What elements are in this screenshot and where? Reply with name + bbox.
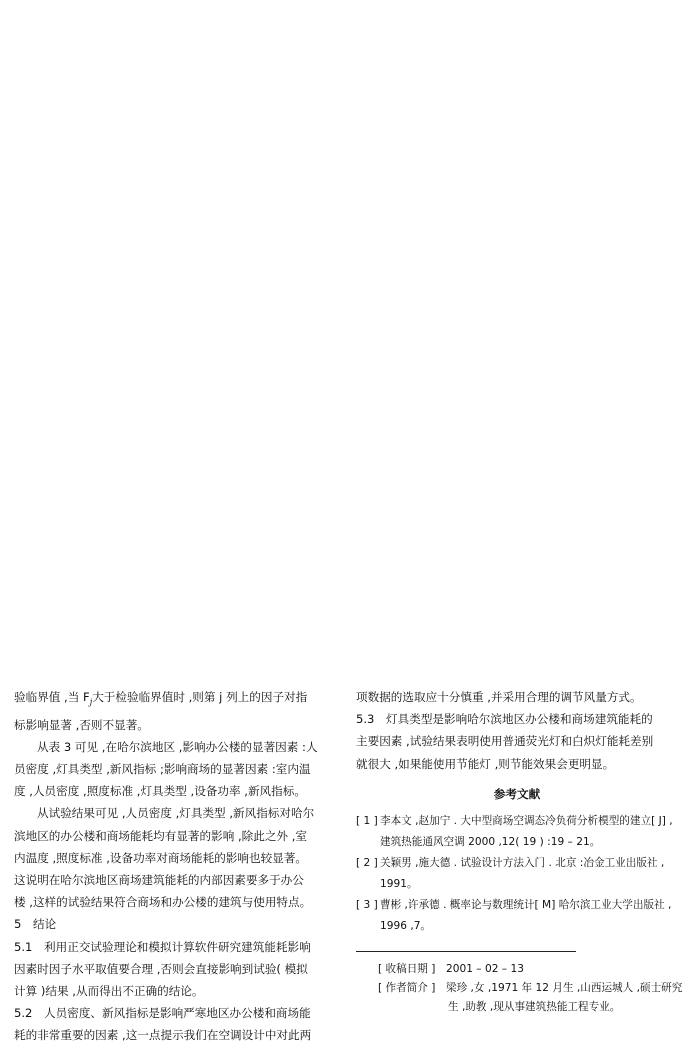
- reference-item: [356, 853, 678, 895]
- text-line: 这说明在哈尔滨地区商场建筑能耗的内部因素要多于办公: [14, 872, 304, 887]
- reference-text-cont: 建筑热能通风空调 2000 ,12( 19 ) :19 – 21。: [380, 836, 601, 849]
- reference-text-cont: 1996 ,7。: [380, 920, 432, 933]
- text-line: 度 ,人员密度 ,照度标准 ,灯具类型 ,设备功率 ,新风指标。: [14, 784, 306, 799]
- text-line: 楼 ,这样的试验结果符合商场和办公楼的建筑与使用特点。: [14, 895, 312, 910]
- text-line: 耗的非常重要的因素 ,这一点提示我们在空调设计中对此两: [14, 1028, 312, 1043]
- text-line: 标影响显著 ,否则不显著。: [14, 717, 149, 732]
- text-line: 滨地区的办公楼和商场能耗均有显著的影响 ,除此之外 ,室: [14, 828, 307, 843]
- text-line: 项数据的选取应十分慎重 ,并采用合理的调节风量方式。: [356, 690, 642, 704]
- reference-item: [356, 811, 678, 853]
- reference-text: 关颖男 ,施大德 . 试验设计方法入门 . 北京 :冶金工业出版社 ,: [380, 857, 665, 870]
- text-line: 主要因素 ,试验结果表明使用普通荧光灯和白炽灯能耗差别: [356, 734, 654, 749]
- text-line: 验临界值 ,当 $F_j$大于检验临界值时 ,则第 j 列上的因子对指: [14, 690, 308, 707]
- text-line: 员密度 ,灯具类型 ,新风指标 ;影响商场的显著因素 :室内温: [14, 761, 311, 776]
- left-column: [14, 686, 336, 1047]
- references-heading: 参考文献: [493, 786, 541, 801]
- reference-text-cont: 1991。: [380, 878, 418, 891]
- right-column: [356, 686, 683, 1017]
- text-line: 从试验结果可见 ,人员密度 ,灯具类型 ,新风指标对哈尔: [37, 806, 315, 821]
- reference-label: [ 1 ]: [356, 815, 378, 828]
- section-heading: 5 结论: [14, 917, 57, 932]
- text-line: 就很大 ,如果能使用节能灯 ,则节能效果会更明显。: [356, 756, 615, 771]
- received-date: [ 收稿日期 ] 2001 – 02 – 13: [378, 963, 524, 976]
- text-line: 5.3 灯具类型是影响哈尔滨地区办公楼和商场建筑能耗的: [356, 712, 653, 727]
- text-line: 计算 )结果 ,从而得出不正确的结论。: [14, 983, 204, 998]
- text-line: 5.2 人员密度、新风指标是影响严寒地区办公楼和商场能: [14, 1006, 311, 1021]
- author-bio-cont: 生 ,助教 ,现从事建筑热能工程专业。: [448, 1001, 621, 1014]
- reference-item: [356, 895, 678, 937]
- text-line: 内温度 ,照度标准 ,设备功率对商场能耗的影响也较显著。: [14, 850, 307, 865]
- article-meta: [356, 960, 683, 1017]
- author-bio: [ 作者简介 ] 梁珍 ,女 ,1971 年 12 月生 ,山西运城人 ,硕士研究: [378, 982, 683, 995]
- text-line: 5.1 利用正交试验理论和模拟计算软件研究建筑能耗影响: [14, 939, 311, 954]
- reference-label: [ 2 ]: [356, 857, 378, 870]
- text-line: 因素时因子水平取值要合理 ,否则会直接影响到试验( 模拟: [14, 961, 308, 976]
- divider: [356, 951, 576, 952]
- text-line: 从表 3 可见 ,在哈尔滨地区 ,影响办公楼的显著因素 :人: [37, 739, 318, 754]
- reference-text: 曹彬 ,许承德 . 概率论与数理统计[ M] 哈尔滨工业大学出版社 ,: [380, 899, 672, 912]
- reference-text: 李本文 ,赵加宁 . 大中型商场空调态冷负荷分析模型的建立[ J] ,: [380, 815, 673, 828]
- reference-label: [ 3 ]: [356, 899, 378, 912]
